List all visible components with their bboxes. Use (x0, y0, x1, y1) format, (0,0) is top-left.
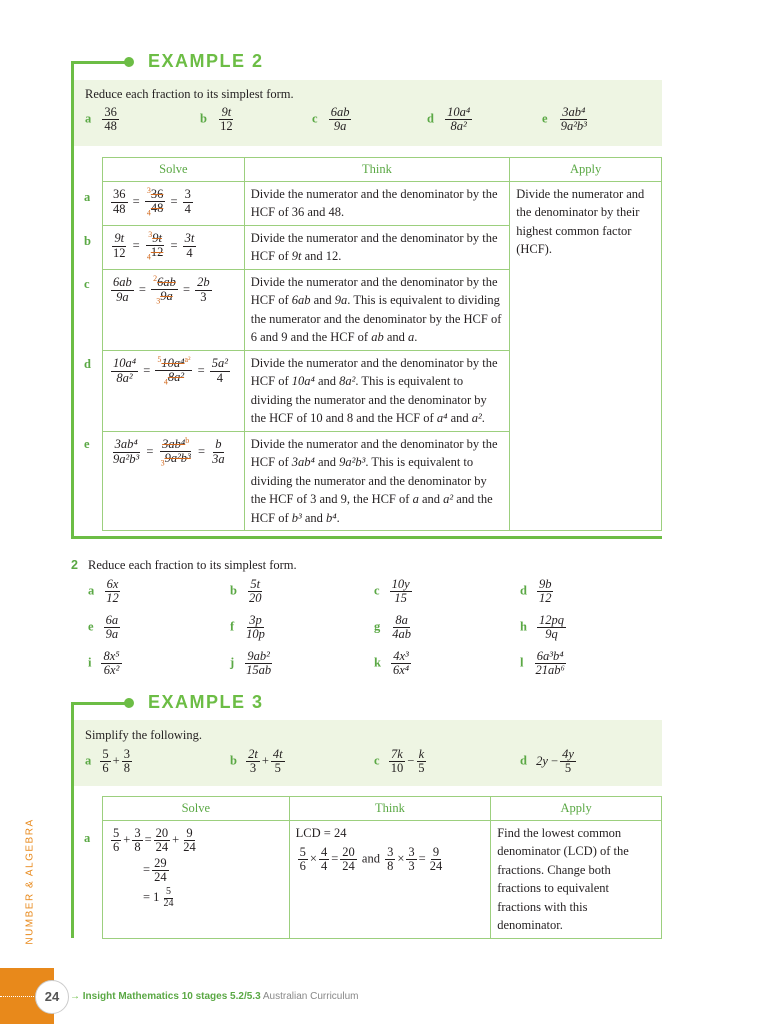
fraction: $\frac{5t}{20}$ (248, 577, 262, 606)
apply-header: Apply (510, 158, 662, 182)
solve-cell-d: $\frac{\text{10a⁴}}{\text{8a²}}$ = $\frac{^510a^4^{a^2}}{_48a^2}$ = $\frac{\text{5a²}}{4}$ (103, 350, 245, 431)
part-label: l (520, 655, 524, 670)
part-label: i (88, 655, 92, 670)
solve-cell-c: $\frac{6ab}{9a}$ = $\frac{^26ab}{_39a}$ = $\frac{2b}{3}$ (103, 269, 245, 350)
fraction: $\frac{10y}{15}$ (391, 577, 410, 606)
fraction: $\frac{6a}{9a}$ (105, 613, 119, 642)
question2-part-a (88, 578, 123, 605)
think-cell-c: Divide the numerator and the denominator by the HCF of 6ab and 9a. This is equivalent to dividing the numerator and the denominator by the HCF of 6 and 9 and the HCF of ab and a. (244, 269, 509, 350)
question2-part-f (230, 614, 269, 641)
fraction: $\frac{\text{9ab²}}{15ab}$ (246, 649, 272, 678)
part-label: f (230, 619, 235, 634)
question2-part-i (88, 650, 124, 677)
think-header: Think (244, 158, 509, 182)
part-label: c (374, 583, 380, 598)
example3-top-rule (72, 702, 128, 705)
example2-part-c: c $\frac{6ab}{9a}$ (312, 105, 350, 134)
question2-instruction: Reduce each fraction to its simplest form. (88, 558, 297, 572)
apply-cell: Find the lowest common denominator (LCD) of the fractions. Change both fractions to equivalent fractions with this denominator. (491, 820, 662, 938)
solve-cell-e: $\frac{\text{3ab⁴}}{\text{9a²b³}}$ = $\frac{3ab^4^b}{_39a^2b^3}$ = $\frac{b}{3a}$ (103, 431, 245, 531)
part-label: k (374, 655, 381, 670)
example2-solution-table (102, 157, 662, 531)
example3-part-b: b $\frac{2t}{3}$ + $\frac{4t}{5}$ (230, 747, 283, 776)
example2-part-e: e $\frac{\text{3ab⁴}}{\text{9a²b³}}$ (542, 105, 587, 134)
part-label: e (542, 111, 548, 126)
think-cell-a: Divide the numerator and the denominator by the HCF of 36 and 48. (244, 181, 509, 225)
question2-part-c (374, 578, 414, 605)
part-label: g (374, 619, 381, 634)
think-header: Think (289, 797, 491, 821)
part-label: j (230, 655, 235, 670)
example2-row-label-a: a (84, 190, 91, 204)
example2-top-rule (72, 61, 128, 64)
example3-part-d: d 2y − $\frac{4y}{5}$ (520, 747, 574, 776)
example2-row-label-e: e (84, 437, 90, 451)
part-label: a (85, 111, 92, 126)
footer-page-circle (35, 980, 69, 1014)
fraction: $\frac{8a}{4ab}$ (392, 613, 411, 642)
think-cell-b: Divide the numerator and the denominator by the HCF of 9t and 12. (244, 225, 509, 269)
fraction: $\frac{\text{6a³b⁴}}{\text{21ab⁶}}$ (535, 649, 565, 678)
footer-curriculum: Australian Curriculum (262, 991, 359, 1002)
part-label: e (88, 619, 94, 634)
example2-row-label-b: b (84, 234, 91, 248)
question2-part-h (520, 614, 568, 641)
example2-part-a: a $\frac{36}{48}$ (85, 105, 117, 134)
part-label: h (520, 619, 527, 634)
footer-dotted-rule (0, 996, 38, 997)
question2-part-g (374, 614, 415, 641)
solve-header: Solve (103, 797, 290, 821)
footer-book-title: Insight Mathematics 10 stages 5.2/5.3 (82, 991, 261, 1002)
question2-part-l (520, 650, 569, 677)
question2-part-e (88, 614, 122, 641)
example3-part-a: a $\frac{5}{6}$ + $\frac{3}{8}$ (85, 747, 130, 776)
solve-cell-b: $\frac{9t}{12}$ = $\frac{^39t}{_412}$ = $\frac{3t}{4}$ (103, 225, 245, 269)
example2-instruction: Reduce each fraction to its simplest form. (85, 87, 294, 101)
think-cell-a: LCD = 24 $\frac{5}{6}$ × $\frac{4}{4}$ = $\frac{20}{24}$ and $\frac{3}{8}$ × $\frac{3}{3}$ = $\frac{9}{24}$ (289, 820, 491, 938)
footer-text (70, 991, 358, 1002)
question2-part-k (374, 650, 413, 677)
example2-part-d: d $\frac{\text{10a⁴}}{\text{8a²}}$ (427, 105, 471, 134)
part-label: d (520, 583, 527, 598)
apply-cell: Divide the numerator and the denominator by their highest common factor (HCF). (510, 181, 662, 531)
solve-cell-a: $\frac{5}{6}$ + $\frac{3}{8}$ = $\frac{20}{24}$ + $\frac{9}{24}$ = $\frac{29}{24}$ = 1 $\frac{5}{24}$ (103, 820, 290, 938)
question2-part-d (520, 578, 555, 605)
think-cell-d: Divide the numerator and the denominator by the HCF of 10a⁴ and 8a². This is equivalent to dividing the numerator and the denominator by the HCF of 10 and 8 and the HCF of a⁴ and a². (244, 350, 509, 431)
example2-row-label-c: c (84, 277, 90, 291)
page-number: 24 (44, 989, 60, 1004)
example2-title: EXAMPLE 2 (148, 51, 264, 71)
question2-part-b (230, 578, 265, 605)
example2-bottom-rule (71, 536, 662, 539)
question2-part-j (230, 650, 275, 677)
fraction: $\frac{6x}{12}$ (106, 577, 119, 606)
sidebar-label: NUMBER & ALGEBRA (24, 818, 36, 945)
solve-header: Solve (103, 158, 245, 182)
example2-dot (124, 57, 134, 67)
example2-row-label-d: d (84, 357, 91, 371)
part-label: c (312, 111, 318, 126)
apply-header: Apply (491, 797, 662, 821)
part-label: b (230, 583, 237, 598)
example3-row-label-a: a (84, 831, 91, 845)
example3-dot (124, 698, 134, 708)
solve-cell-a: $\frac{36}{48}$ = $\frac{^336}{_448}$ = $\frac{3}{4}$ (103, 181, 245, 225)
example2-part-b: b $\frac{9t}{12}$ (200, 105, 233, 134)
lcd-text: LCD = 24 (295, 825, 347, 840)
part-label: a (88, 583, 95, 598)
fraction: $\frac{3p}{10p}$ (246, 613, 265, 642)
footer-arrow: → (70, 991, 80, 1002)
part-label: d (427, 111, 434, 126)
fraction: $\frac{9b}{12}$ (538, 577, 552, 606)
fraction: $\frac{12pq}{9q}$ (538, 613, 564, 642)
fraction: $\frac{\text{4x³}}{\text{6x⁴}}$ (392, 649, 410, 678)
example3-solution-table (102, 796, 662, 939)
question2-number: 2 (71, 558, 78, 572)
fraction: $\frac{\text{8x⁵}}{\text{6x²}}$ (103, 649, 120, 678)
think-cell-e: Divide the numerator and the denominator by the HCF of 3ab⁴ and 9a²b³. This is equivalent to dividing the numerator and the denominator by the HCF of 3 and 9, the HCF of a and a² and the HCF of b³ and b⁴. (244, 431, 509, 531)
example3-title: EXAMPLE 3 (148, 692, 264, 712)
part-label: b (200, 111, 207, 126)
example3-part-c: c $\frac{7k}{10}$ − $\frac{k}{5}$ (374, 747, 425, 776)
example3-instruction: Simplify the following. (85, 728, 203, 742)
